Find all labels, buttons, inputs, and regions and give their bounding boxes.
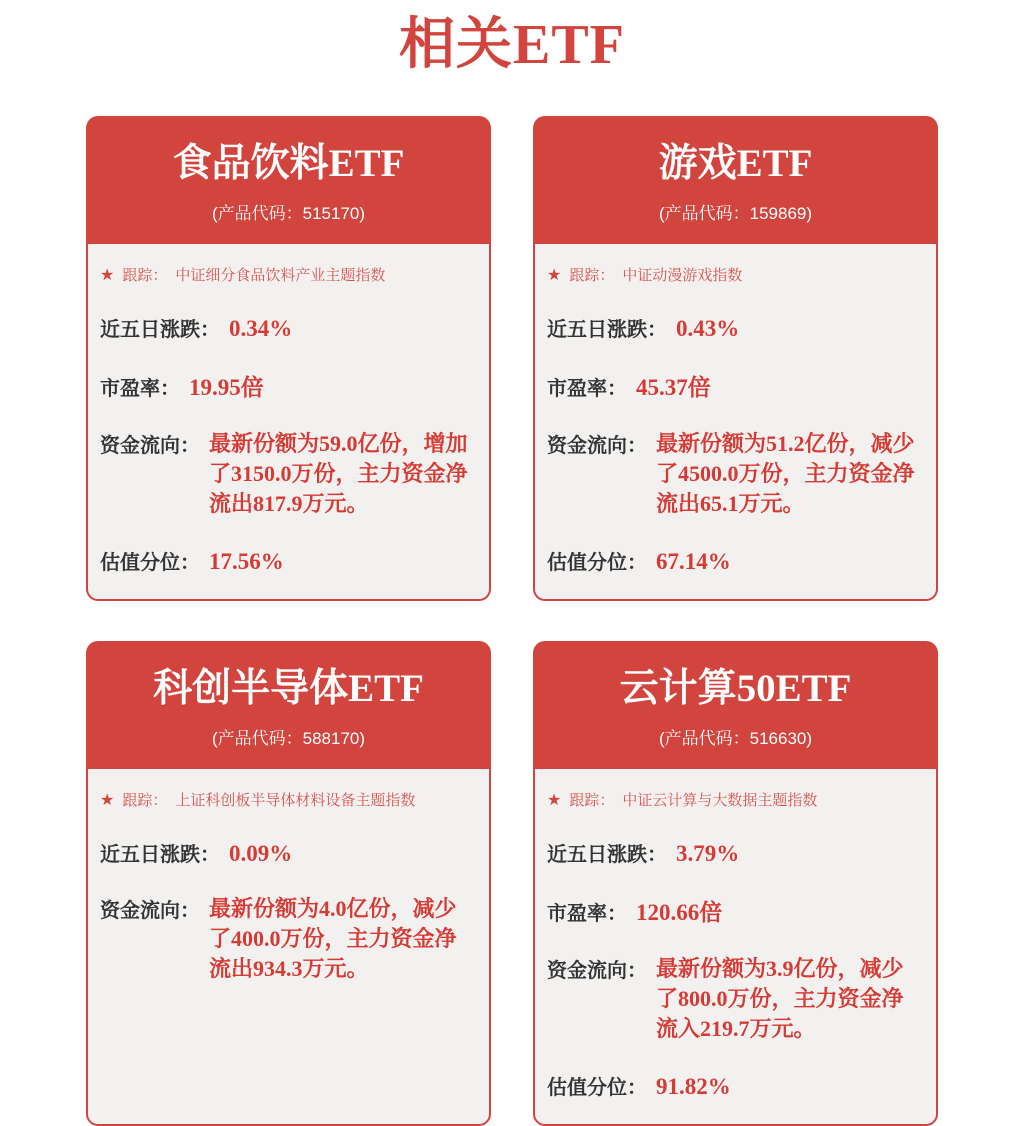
etf-product-code: (产品代码：515170): [211, 204, 366, 223]
etf-cards-grid: [0, 116, 1024, 1126]
metric-value: 45.37倍: [636, 375, 711, 400]
tracking-row: [100, 266, 475, 286]
tracking-index: 中证细分食品饮料产业主题指数: [175, 267, 386, 284]
metric-five-day-change: [547, 313, 922, 342]
metric-pe-ratio: [547, 894, 922, 927]
tracking-row: [100, 791, 475, 811]
metric-five-day-change: [100, 838, 475, 867]
card-body: [533, 769, 938, 1126]
metric-label: 市盈率：: [547, 903, 627, 925]
metric-label: 资金流向：: [547, 435, 647, 457]
card-body: [86, 769, 491, 1126]
star-icon: ★: [547, 267, 562, 284]
metric-fund-flow: [547, 429, 922, 519]
card-header: [533, 641, 938, 769]
metric-label: 近五日涨跌：: [100, 319, 220, 341]
metric-value: 120.66倍: [636, 900, 723, 925]
metric-five-day-change: [100, 313, 475, 342]
tracking-label: 跟踪：: [569, 267, 615, 284]
metric-fund-flow: [547, 954, 922, 1044]
metric-label: 市盈率：: [100, 378, 180, 400]
star-icon: ★: [100, 267, 115, 284]
metric-label: 估值分位：: [547, 552, 647, 574]
card-body: [86, 244, 491, 601]
metric-value: 17.56%: [209, 549, 284, 574]
etf-product-code: (产品代码：516630): [658, 729, 813, 748]
metric-value: 91.82%: [656, 1074, 731, 1099]
page-title: 相关ETF: [399, 14, 625, 76]
star-icon: ★: [547, 792, 562, 809]
tracking-label: 跟踪：: [122, 792, 168, 809]
metric-label: 近五日涨跌：: [100, 844, 220, 866]
etf-product-code: (产品代码：588170): [211, 729, 366, 748]
card-header: [533, 116, 938, 244]
etf-card-food-beverage: [86, 116, 491, 601]
etf-name: 食品饮料ETF: [172, 142, 405, 185]
tracking-label: 跟踪：: [569, 792, 615, 809]
metric-label: 估值分位：: [100, 552, 200, 574]
etf-name: 云计算50ETF: [619, 667, 852, 710]
metric-label: 资金流向：: [100, 900, 200, 922]
metric-label: 估值分位：: [547, 1077, 647, 1099]
metric-five-day-change: [547, 838, 922, 867]
etf-product-code: (产品代码：159869): [658, 204, 813, 223]
metric-label: 资金流向：: [547, 960, 647, 982]
etf-card-gaming: [533, 116, 938, 601]
metric-label: 近五日涨跌：: [547, 844, 667, 866]
metric-value: 67.14%: [656, 549, 731, 574]
metric-valuation-percentile: [547, 546, 922, 575]
metric-value: 0.43%: [676, 316, 740, 341]
star-icon: ★: [100, 792, 115, 809]
metric-value: 3.79%: [676, 841, 740, 866]
etf-name: 科创半导体ETF: [153, 667, 424, 710]
metric-fund-flow: [100, 894, 475, 984]
card-header: [86, 116, 491, 244]
tracking-index: 中证动漫游戏指数: [622, 267, 743, 284]
etf-card-star-semiconductor: [86, 641, 491, 1126]
metric-value: 最新份额为3.9亿份，减少了800.0万份，主力资金净流入219.7万元。: [656, 956, 904, 1041]
tracking-index: 上证科创板半导体材料设备主题指数: [175, 792, 416, 809]
etf-card-cloud-computing: [533, 641, 938, 1126]
metric-valuation-percentile: [100, 546, 475, 575]
metric-value: 0.09%: [229, 841, 293, 866]
metric-value: 最新份额为4.0亿份，减少了400.0万份，主力资金净流出934.3万元。: [209, 896, 457, 981]
card-header: [86, 641, 491, 769]
metric-label: 资金流向：: [100, 435, 200, 457]
tracking-index: 中证云计算与大数据主题指数: [622, 792, 818, 809]
etf-name: 游戏ETF: [658, 142, 813, 185]
metric-label: 市盈率：: [547, 378, 627, 400]
metric-value: 最新份额为59.0亿份，增加了3150.0万份，主力资金净流出817.9万元。: [209, 431, 468, 516]
metric-pe-ratio: [100, 369, 475, 402]
tracking-label: 跟踪：: [122, 267, 168, 284]
metric-fund-flow: [100, 429, 475, 519]
metric-value: 0.34%: [229, 316, 293, 341]
tracking-row: [547, 266, 922, 286]
metric-label: 近五日涨跌：: [547, 319, 667, 341]
metric-valuation-percentile: [547, 1071, 922, 1100]
metric-value: 最新份额为51.2亿份，减少了4500.0万份，主力资金净流出65.1万元。: [656, 431, 915, 516]
tracking-row: [547, 791, 922, 811]
metric-pe-ratio: [547, 369, 922, 402]
card-body: [533, 244, 938, 601]
metric-value: 19.95倍: [189, 375, 264, 400]
